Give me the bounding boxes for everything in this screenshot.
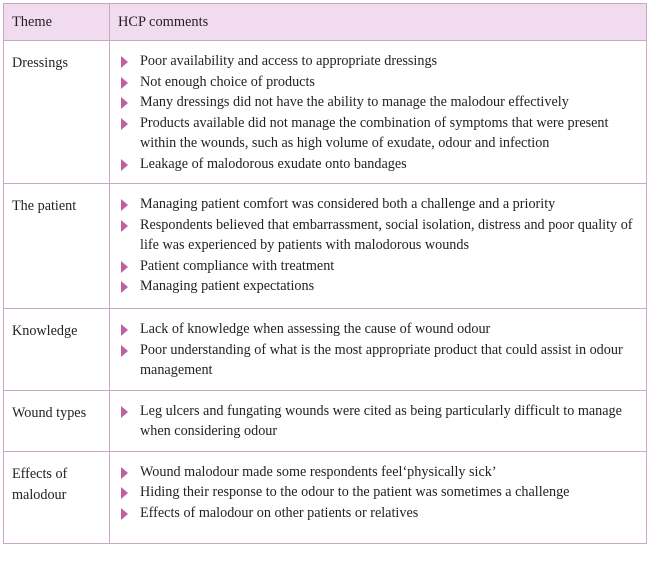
triangle-bullet-icon	[121, 508, 128, 520]
list-item	[118, 51, 640, 72]
triangle-bullet-icon	[121, 118, 128, 130]
table-row	[4, 41, 647, 184]
triangle-bullet-icon	[121, 467, 128, 479]
comments-cell	[110, 390, 647, 451]
comment-list	[118, 319, 640, 381]
triangle-bullet-icon	[121, 345, 128, 357]
comment-text: Hiding their response to the odour to the patient was sometimes a challenge	[140, 484, 570, 500]
comment-text: Products available did not manage the combination of symptoms that were present within the wounds, such as high volume of exudate, odour and infection	[140, 114, 609, 151]
theme-cell: Dressings	[4, 41, 110, 184]
triangle-bullet-icon	[121, 261, 128, 273]
comment-text: Leakage of malodorous exudate onto bandages	[140, 155, 407, 172]
list-item	[118, 194, 640, 215]
list-item	[118, 92, 640, 113]
comment-text: Effects of malodour on other patients or relatives	[140, 504, 419, 521]
list-item	[118, 482, 640, 503]
triangle-bullet-icon	[121, 159, 128, 171]
list-item	[118, 72, 640, 93]
comment-text: Lack of knowledge when assessing the cause of wound odour	[140, 321, 491, 337]
comment-text: Managing patient comfort was considered both a challenge and a priority	[140, 196, 556, 212]
table-row	[4, 390, 647, 451]
comment-text: Respondents believed that embarrassment, social isolation, distress and poor quality of life was experienced by patients with malodorous wounds	[140, 216, 633, 253]
comment-list	[118, 194, 640, 297]
comments-column-header: HCP comments	[110, 4, 647, 41]
comment-text: Managing patient expectations	[140, 278, 315, 294]
comments-cell	[110, 309, 647, 391]
theme-column-header: Theme	[4, 4, 110, 41]
comment-text: Poor understanding of what is the most appropriate product that could assist in odour management	[140, 341, 623, 378]
comment-text: Poor availability and access to appropriate dressings	[140, 53, 438, 69]
list-item	[118, 503, 640, 524]
triangle-bullet-icon	[121, 406, 128, 418]
list-item	[118, 340, 640, 381]
table-row	[4, 309, 647, 391]
list-item	[118, 319, 640, 340]
triangle-bullet-icon	[121, 324, 128, 336]
comment-text: Leg ulcers and fungating wounds were cited as being particularly difficult to manage when considering odour	[140, 402, 622, 439]
triangle-bullet-icon	[121, 220, 128, 232]
comments-cell	[110, 184, 647, 309]
triangle-bullet-icon	[121, 97, 128, 109]
list-item	[118, 215, 640, 256]
theme-cell: Knowledge	[4, 309, 110, 391]
list-item	[118, 113, 640, 154]
comment-text: Patient compliance with treatment	[140, 257, 335, 274]
list-item	[118, 401, 640, 442]
comments-cell	[110, 451, 647, 543]
triangle-bullet-icon	[121, 77, 128, 89]
comment-text: Many dressings did not have the ability to manage the malodour effectively	[140, 94, 569, 110]
theme-cell: Wound types	[4, 390, 110, 451]
comment-text: Not enough choice of products	[140, 73, 315, 90]
hcp-comments-table	[3, 3, 647, 544]
comments-cell	[110, 41, 647, 184]
list-item	[118, 276, 640, 297]
comment-list	[118, 462, 640, 524]
triangle-bullet-icon	[121, 199, 128, 211]
list-item	[118, 256, 640, 277]
triangle-bullet-icon	[121, 487, 128, 499]
triangle-bullet-icon	[121, 56, 128, 68]
comment-list	[118, 401, 640, 442]
triangle-bullet-icon	[121, 281, 128, 293]
theme-cell: The patient	[4, 184, 110, 309]
comment-list	[118, 51, 640, 174]
table-row	[4, 451, 647, 543]
theme-cell: Effects of malodour	[4, 451, 110, 543]
comment-text: Wound malodour made some respondents feel‘physically sick’	[140, 463, 497, 480]
list-item	[118, 462, 640, 483]
table-header-row	[4, 4, 647, 41]
table-row	[4, 184, 647, 309]
list-item	[118, 154, 640, 175]
